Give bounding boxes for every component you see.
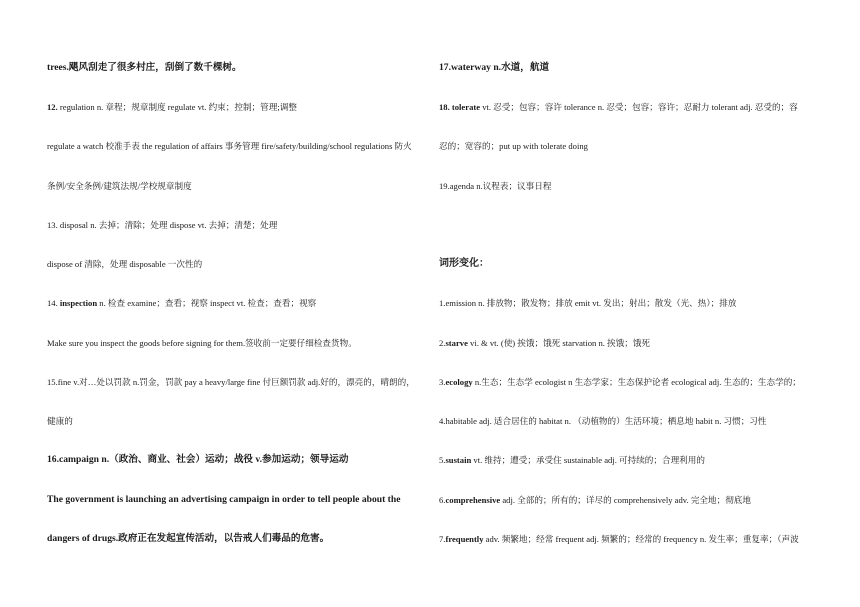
entry-number: 3. bbox=[439, 377, 446, 387]
entry-number: 6. bbox=[439, 495, 446, 505]
text-line: 17.waterway n.水道，航道 bbox=[439, 62, 550, 73]
text-line: 15.fine v.对…处以罚款 n.罚金，罚款 pay a heavy/large fine 付巨额罚款 adj.好的，漂亮的，晴朗的， bbox=[47, 377, 415, 387]
entry-definition: vi. & vt. (使) 挨饿；饿死 starvation n. 挨饿；饿死 bbox=[467, 338, 651, 348]
entry-line bbox=[47, 297, 316, 309]
entry-definition: n. 检查 examine；查看；视察 inspect vt. 检查；查看；视察 bbox=[97, 298, 317, 308]
text-line: dangers of drugs.政府正在发起宣传活动，以告戒人们毒品的危害。 bbox=[47, 533, 330, 544]
text-line: dispose of 清除，处理 disposable 一次性的 bbox=[47, 259, 203, 269]
text-line: Make sure you inspect the goods before signing for them.签收前一定要仔细检查货物。 bbox=[47, 338, 357, 348]
entry-line bbox=[439, 533, 799, 545]
entry-number: 5. bbox=[439, 455, 446, 465]
text-line: 健康的 bbox=[47, 416, 73, 426]
entry-word: frequently bbox=[445, 534, 484, 544]
text-line: regulate a watch 校准手表 the regulation of affairs 事务管理 fire/safety/building/school regulations 防火 bbox=[47, 141, 412, 151]
entry-word: comprehensive bbox=[445, 495, 501, 505]
entry-number: 14. bbox=[47, 298, 60, 308]
entry-word: starve bbox=[445, 338, 468, 348]
entry-definition: adv. 频繁地；经常 frequent adj. 频繁的；经常的 frequency n. 发生率；重复率；（声波 bbox=[483, 534, 799, 544]
text-line: 忍的；宽容的；put up with tolerate doing bbox=[439, 141, 588, 151]
text-line: 4.habitable adj. 适合居住的 habitat n. （动植物的）生活环境；栖息地 habit n. 习惯；习性 bbox=[439, 416, 767, 426]
entry-word: inspection bbox=[59, 298, 98, 308]
entry-word: tolerate bbox=[451, 102, 481, 112]
entry-number: 7. bbox=[439, 534, 446, 544]
entry-line bbox=[439, 101, 798, 113]
text-line: trees.飓风刮走了很多村庄，刮倒了数千棵树。 bbox=[47, 62, 242, 73]
entry-definition: n.生态；生态学 ecologist n 生态学家；生态保护论者 ecological adj. 生态的；生态学的； bbox=[472, 377, 801, 387]
entry-line bbox=[439, 337, 650, 349]
text-line: 16.campaign n.（政治、商业、社会）运动；战役 v.参加运动；领导运动 bbox=[47, 454, 349, 465]
section-heading: 词形变化： bbox=[439, 258, 489, 269]
text-line: 条例/安全条例/建筑法规/学校规章制度 bbox=[47, 181, 192, 191]
entry-definition: vt. 忍受；包容；容许 tolerance n. 忍受；包容；容许；忍耐力 tolerant adj. 忍受的；容 bbox=[480, 102, 798, 112]
entry-line bbox=[47, 101, 297, 113]
entry-definition: vt. 维持；遭受；承受住 sustainable adj. 可持续的；合理利用的 bbox=[471, 455, 705, 465]
entry-number: 12. bbox=[47, 102, 60, 112]
entry-line bbox=[439, 376, 801, 388]
text-line: 19.agenda n.议程表；议事日程 bbox=[439, 181, 552, 191]
entry-word: regulation bbox=[59, 102, 95, 112]
text-line: 13. disposal n. 去掉；清除；处理 dispose vt. 去掉；清楚；处理 bbox=[47, 220, 278, 230]
text-line: The government is launching an advertising campaign in order to tell people about the bbox=[47, 494, 401, 505]
entry-line bbox=[439, 454, 705, 466]
entry-number: 2. bbox=[439, 338, 446, 348]
entry-line bbox=[439, 494, 751, 506]
entry-word: ecology bbox=[445, 377, 473, 387]
entry-definition: n. 章程；规章制度 regulate vt. 约束；控制；管理;调整 bbox=[94, 102, 297, 112]
entry-word: sustain bbox=[445, 455, 472, 465]
entry-number: 18. bbox=[439, 102, 452, 112]
text-line: 1.emission n. 排放物；散发物；排放 emit vt. 发出；射出；散发（光、热）；排放 bbox=[439, 298, 737, 308]
entry-definition: adj. 全部的；所有的；详尽的 comprehensively adv. 完全地；彻底地 bbox=[500, 495, 751, 505]
